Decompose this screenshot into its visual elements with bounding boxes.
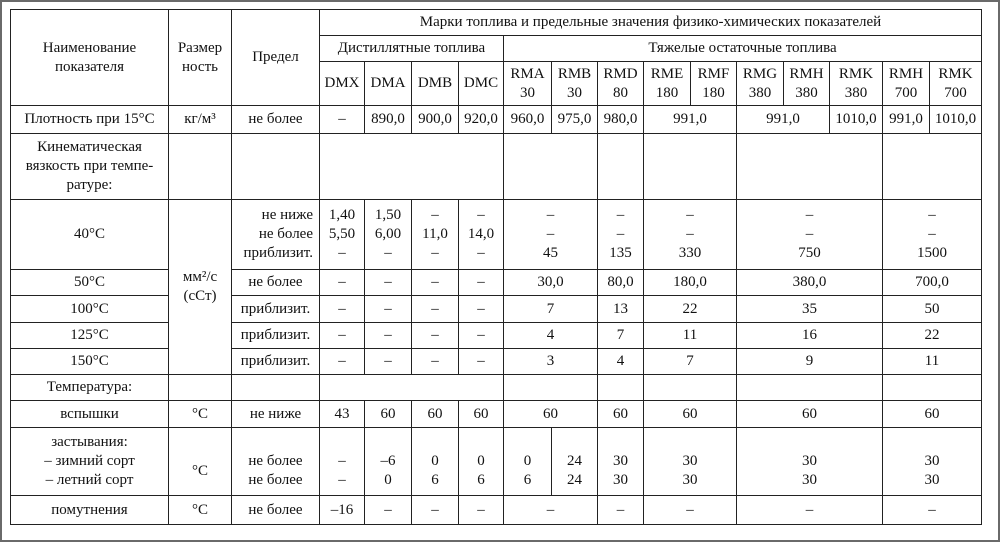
cell: –6 0 [365, 428, 412, 496]
cell: 991,0 [883, 106, 930, 134]
cell: – [598, 496, 644, 525]
table-row-flash [11, 401, 982, 428]
cell: – [365, 349, 412, 375]
cell: 30 30 [883, 428, 982, 496]
cell: 920,0 [459, 106, 504, 134]
grade-header: DMC [459, 62, 504, 106]
cell: 16 [737, 323, 883, 349]
cell: – [320, 296, 365, 323]
cell: 30 30 [598, 428, 644, 496]
cell: 30,0 [504, 270, 598, 296]
cell: 890,0 [365, 106, 412, 134]
empty-cell [320, 134, 504, 200]
cell: 60 [459, 401, 504, 428]
cell: 22 [644, 296, 737, 323]
empty-cell [504, 134, 598, 200]
empty-cell [883, 134, 982, 200]
cell: – [412, 323, 459, 349]
cell: 60 [644, 401, 737, 428]
cell: – [412, 349, 459, 375]
cell: –16 [320, 496, 365, 525]
cell: – [365, 323, 412, 349]
cell: 50 [883, 296, 982, 323]
cell: 1010,0 [830, 106, 883, 134]
row-name: 125°C [11, 323, 169, 349]
cell: – [459, 296, 504, 323]
cell: – [365, 496, 412, 525]
cell: 11 [644, 323, 737, 349]
col-name-header: Наименование показателя [11, 10, 169, 106]
cell: 60 [883, 401, 982, 428]
cell: 0 6 [412, 428, 459, 496]
cell: 975,0 [552, 106, 598, 134]
empty-cell [644, 375, 737, 401]
cell: 7 [598, 323, 644, 349]
cell: – [737, 496, 883, 525]
cell: – [883, 496, 982, 525]
row-name: вспышки [11, 401, 169, 428]
row-name: Кинематическая вязкость при темпе- ратуре: [11, 134, 169, 200]
grade-header: RMB 30 [552, 62, 598, 106]
row-name: 100°C [11, 296, 169, 323]
grade-header: RMA 30 [504, 62, 552, 106]
grade-header: RMF 180 [691, 62, 737, 106]
row-unit: °C [169, 496, 232, 525]
cell: 60 [412, 401, 459, 428]
row-limit: не более [232, 106, 320, 134]
grade-header: RMK 380 [830, 62, 883, 106]
row-name: 40°C [11, 200, 169, 270]
cell: – [644, 496, 737, 525]
grade-header: DMX [320, 62, 365, 106]
row-limit: приблизит. [232, 323, 320, 349]
cell: 960,0 [504, 106, 552, 134]
grade-header: RMK 700 [930, 62, 982, 106]
empty-cell [737, 134, 883, 200]
grade-header: RMH 380 [784, 62, 830, 106]
table-row-125c [11, 323, 982, 349]
row-name: застывания: – зимний сорт – летний сорт [11, 428, 169, 496]
cell: 4 [598, 349, 644, 375]
empty-cell [320, 375, 504, 401]
cell: 7 [504, 296, 598, 323]
empty-cell [883, 375, 982, 401]
grade-header: DMA [365, 62, 412, 106]
grade-header: DMB [412, 62, 459, 106]
cell: 80,0 [598, 270, 644, 296]
table-row-kinematic [11, 134, 982, 200]
empty-cell [598, 375, 644, 401]
table-row-cloud [11, 496, 982, 525]
cell: 9 [737, 349, 883, 375]
cell: 35 [737, 296, 883, 323]
cell: 22 [883, 323, 982, 349]
table-row-100c [11, 296, 982, 323]
cell: – [320, 270, 365, 296]
cell: 991,0 [644, 106, 737, 134]
cell: 43 [320, 401, 365, 428]
cell: – [365, 296, 412, 323]
cell: 991,0 [737, 106, 830, 134]
row-unit: кг/м³ [169, 106, 232, 134]
table-row-density [11, 106, 982, 134]
residual-header: Тяжелые остаточные топлива [504, 36, 982, 62]
cell: – – 135 [598, 200, 644, 270]
cell: 1,50 6,00 – [365, 200, 412, 270]
cell: 0 6 [504, 428, 552, 496]
row-limit: не ниже [232, 401, 320, 428]
distillate-header: Дистиллятные топлива [320, 36, 504, 62]
cell: 980,0 [598, 106, 644, 134]
row-name: Плотность при 15°C [11, 106, 169, 134]
cell: – [412, 296, 459, 323]
group-title: Марки топлива и предельные значения физико-химических показателей [320, 10, 982, 36]
cell: 30 30 [644, 428, 737, 496]
cell: – [320, 349, 365, 375]
cell: 380,0 [737, 270, 883, 296]
cell: 7 [644, 349, 737, 375]
cell: 30 30 [737, 428, 883, 496]
cell: – – 45 [504, 200, 598, 270]
cell: – [412, 496, 459, 525]
cell: – – 330 [644, 200, 737, 270]
cell: 0 6 [459, 428, 504, 496]
cell: 180,0 [644, 270, 737, 296]
cell: 13 [598, 296, 644, 323]
cell: 60 [737, 401, 883, 428]
row-name: Температура: [11, 375, 169, 401]
empty-cell [737, 375, 883, 401]
empty-cell [169, 134, 232, 200]
cell: – [320, 323, 365, 349]
cell: – [459, 323, 504, 349]
fuel-specs-table [10, 9, 982, 525]
grade-header: RMG 380 [737, 62, 784, 106]
cell: 60 [598, 401, 644, 428]
cell: – [412, 270, 459, 296]
row-limit: не более [232, 270, 320, 296]
cell: 60 [365, 401, 412, 428]
cell: – 11,0 – [412, 200, 459, 270]
row-limit: приблизит. [232, 349, 320, 375]
grade-header: RMH 700 [883, 62, 930, 106]
cell: 1010,0 [930, 106, 982, 134]
empty-cell [644, 134, 737, 200]
cell: 3 [504, 349, 598, 375]
cell: – – 1500 [883, 200, 982, 270]
table-row-50c [11, 270, 982, 296]
cell: – [320, 106, 365, 134]
cell: – 14,0 – [459, 200, 504, 270]
cell: 4 [504, 323, 598, 349]
cell: – [365, 270, 412, 296]
cell: – – [320, 428, 365, 496]
empty-cell [598, 134, 644, 200]
row-limit: не более не более [232, 428, 320, 496]
empty-cell [169, 375, 232, 401]
table-row-temperature [11, 375, 982, 401]
row-name: 150°C [11, 349, 169, 375]
row-name: 50°C [11, 270, 169, 296]
row-unit: °C [169, 401, 232, 428]
cell: – [459, 270, 504, 296]
empty-cell [232, 134, 320, 200]
cell: – [459, 496, 504, 525]
table-row-40c [11, 200, 982, 270]
grade-header: RMD 80 [598, 62, 644, 106]
cell: – [504, 496, 598, 525]
header-row-1 [11, 10, 982, 36]
row-unit: мм²/с (сСт) [169, 200, 232, 375]
cell: 11 [883, 349, 982, 375]
cell: – [459, 349, 504, 375]
row-limit: приблизит. [232, 296, 320, 323]
cell: 24 24 [552, 428, 598, 496]
row-unit: °C [169, 428, 232, 496]
cell: 700,0 [883, 270, 982, 296]
row-limit: не ниже не более приблизит. [232, 200, 320, 270]
empty-cell [232, 375, 320, 401]
row-limit: не более [232, 496, 320, 525]
empty-cell [504, 375, 598, 401]
row-name: помутнения [11, 496, 169, 525]
cell: 900,0 [412, 106, 459, 134]
col-limit-header: Предел [232, 10, 320, 106]
table-row-150c [11, 349, 982, 375]
cell: 60 [504, 401, 598, 428]
grade-header: RME 180 [644, 62, 691, 106]
col-unit-header: Размер ность [169, 10, 232, 106]
table-row-pour [11, 428, 982, 496]
cell: – – 750 [737, 200, 883, 270]
cell: 1,40 5,50 – [320, 200, 365, 270]
